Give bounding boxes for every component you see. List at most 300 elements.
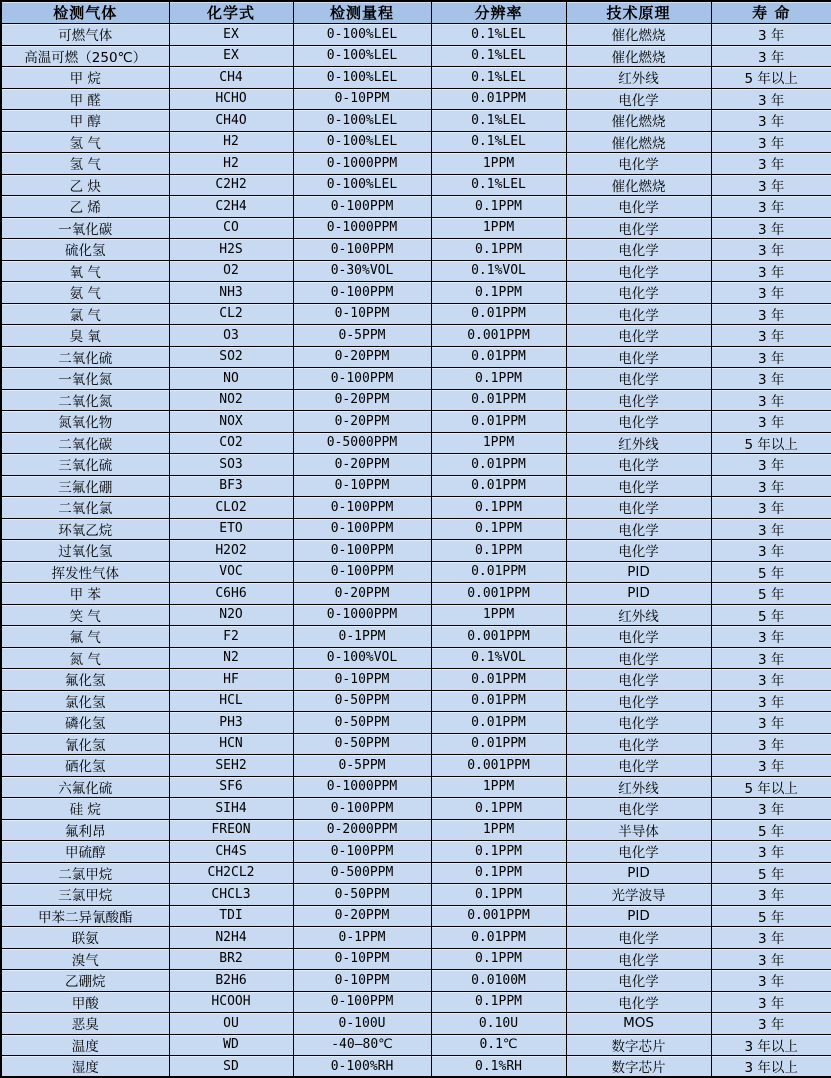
- gas-name-cell: 一氧化氮: [1, 368, 169, 390]
- principle-cell: 电化学: [566, 368, 711, 390]
- gas-name-cell: 甲硫醇: [1, 841, 169, 863]
- formula-cell: BF3: [169, 475, 293, 497]
- lifespan-cell: 3 年: [711, 1013, 831, 1035]
- gas-name-cell: 氰化氢: [1, 733, 169, 755]
- principle-cell: 电化学: [566, 325, 711, 347]
- principle-cell: 电化学: [566, 217, 711, 239]
- lifespan-cell: 3 年以上: [711, 1056, 831, 1078]
- principle-cell: 电化学: [566, 626, 711, 648]
- table-row: [1, 303, 831, 325]
- gas-name-cell: 臭 氧: [1, 325, 169, 347]
- table-row: [1, 862, 831, 884]
- principle-cell: 电化学: [566, 196, 711, 218]
- table-row: [1, 153, 831, 175]
- gas-name-cell: 硅 烷: [1, 798, 169, 820]
- resolution-cell: 0.01PPM: [431, 927, 566, 949]
- range-cell: 0-100PPM: [293, 540, 431, 562]
- principle-cell: 电化学: [566, 970, 711, 992]
- range-cell: 0-10PPM: [293, 970, 431, 992]
- table-row: [1, 884, 831, 906]
- gas-name-cell: 硒化氢: [1, 755, 169, 777]
- table-row: [1, 798, 831, 820]
- gas-name-cell: 甲 苯: [1, 583, 169, 605]
- table-header: [1, 1, 831, 24]
- principle-cell: 电化学: [566, 991, 711, 1013]
- table-row: [1, 841, 831, 863]
- lifespan-cell: 5 年: [711, 819, 831, 841]
- principle-cell: 电化学: [566, 518, 711, 540]
- range-cell: 0-100%LEL: [293, 131, 431, 153]
- principle-cell: 电化学: [566, 712, 711, 734]
- principle-cell: 电化学: [566, 153, 711, 175]
- table-row: [1, 1034, 831, 1056]
- gas-name-cell: 氧 气: [1, 260, 169, 282]
- lifespan-cell: 3 年: [711, 325, 831, 347]
- range-cell: 0-1PPM: [293, 927, 431, 949]
- gas-name-cell: 高温可燃（250℃）: [1, 45, 169, 67]
- gas-name-cell: 乙 烯: [1, 196, 169, 218]
- resolution-cell: 0.1PPM: [431, 991, 566, 1013]
- gas-name-cell: 氢 气: [1, 131, 169, 153]
- range-cell: 0-10PPM: [293, 475, 431, 497]
- formula-cell: NH3: [169, 282, 293, 304]
- table-row: [1, 67, 831, 89]
- lifespan-cell: 3 年: [711, 540, 831, 562]
- lifespan-cell: 3 年: [711, 690, 831, 712]
- table-row: [1, 669, 831, 691]
- formula-cell: SO3: [169, 454, 293, 476]
- table-row: [1, 217, 831, 239]
- resolution-cell: 0.1PPM: [431, 798, 566, 820]
- principle-cell: 数字芯片: [566, 1034, 711, 1056]
- formula-cell: NO: [169, 368, 293, 390]
- range-cell: 0-100PPM: [293, 561, 431, 583]
- range-cell: 0-10PPM: [293, 88, 431, 110]
- range-cell: 0-5PPM: [293, 755, 431, 777]
- gas-name-cell: 硫化氢: [1, 239, 169, 261]
- range-cell: 0-100%LEL: [293, 67, 431, 89]
- range-cell: 0-50PPM: [293, 733, 431, 755]
- principle-cell: 电化学: [566, 303, 711, 325]
- range-cell: 0-50PPM: [293, 712, 431, 734]
- range-cell: 0-1PPM: [293, 626, 431, 648]
- table-row: [1, 475, 831, 497]
- principle-cell: 电化学: [566, 841, 711, 863]
- gas-name-cell: 二氧化碳: [1, 432, 169, 454]
- formula-cell: EX: [169, 24, 293, 46]
- lifespan-cell: 3 年: [711, 948, 831, 970]
- formula-cell: C6H6: [169, 583, 293, 605]
- range-cell: 0-20PPM: [293, 411, 431, 433]
- lifespan-cell: 3 年: [711, 131, 831, 153]
- principle-cell: 电化学: [566, 411, 711, 433]
- principle-cell: 电化学: [566, 690, 711, 712]
- formula-cell: BR2: [169, 948, 293, 970]
- formula-cell: CH4: [169, 67, 293, 89]
- table-row: [1, 454, 831, 476]
- principle-cell: 电化学: [566, 927, 711, 949]
- gas-name-cell: 笑 气: [1, 604, 169, 626]
- lifespan-cell: 5 年: [711, 905, 831, 927]
- range-cell: 0-500PPM: [293, 862, 431, 884]
- table-row: [1, 948, 831, 970]
- table-row: [1, 389, 831, 411]
- range-cell: 0-100%LEL: [293, 45, 431, 67]
- resolution-cell: 0.001PPM: [431, 905, 566, 927]
- table-row: [1, 24, 831, 46]
- gas-name-cell: 三氟化硼: [1, 475, 169, 497]
- table-row: [1, 991, 831, 1013]
- range-cell: 0-100PPM: [293, 196, 431, 218]
- table-row: [1, 970, 831, 992]
- principle-cell: 电化学: [566, 733, 711, 755]
- principle-cell: 电化学: [566, 755, 711, 777]
- table-row: [1, 282, 831, 304]
- principle-cell: PID: [566, 583, 711, 605]
- table-row: [1, 604, 831, 626]
- lifespan-cell: 5 年: [711, 604, 831, 626]
- table-row: [1, 239, 831, 261]
- resolution-cell: 1PPM: [431, 153, 566, 175]
- resolution-cell: 0.1PPM: [431, 884, 566, 906]
- lifespan-cell: 5 年: [711, 583, 831, 605]
- gas-name-cell: 三氧化硫: [1, 454, 169, 476]
- formula-cell: HCN: [169, 733, 293, 755]
- range-cell: 0-30%VOL: [293, 260, 431, 282]
- principle-cell: 红外线: [566, 604, 711, 626]
- formula-cell: HCOOH: [169, 991, 293, 1013]
- resolution-cell: 0.01PPM: [431, 475, 566, 497]
- resolution-cell: 0.1%VOL: [431, 260, 566, 282]
- table-row: [1, 1013, 831, 1035]
- principle-cell: 光学波导: [566, 884, 711, 906]
- table-row: [1, 1056, 831, 1078]
- lifespan-cell: 5 年以上: [711, 776, 831, 798]
- resolution-cell: 0.01PPM: [431, 303, 566, 325]
- resolution-cell: 0.1%LEL: [431, 110, 566, 132]
- lifespan-cell: 3 年: [711, 647, 831, 669]
- lifespan-cell: 5 年: [711, 862, 831, 884]
- gas-name-cell: 湿度: [1, 1056, 169, 1078]
- formula-cell: N2H4: [169, 927, 293, 949]
- formula-cell: CL2: [169, 303, 293, 325]
- range-cell: 0-100PPM: [293, 239, 431, 261]
- principle-cell: 数字芯片: [566, 1056, 711, 1078]
- formula-cell: TDI: [169, 905, 293, 927]
- resolution-cell: 0.1PPM: [431, 948, 566, 970]
- lifespan-cell: 3 年: [711, 346, 831, 368]
- principle-cell: 半导体: [566, 819, 711, 841]
- formula-cell: O3: [169, 325, 293, 347]
- resolution-cell: 0.1%RH: [431, 1056, 566, 1078]
- formula-cell: HF: [169, 669, 293, 691]
- lifespan-cell: 3 年: [711, 239, 831, 261]
- lifespan-cell: 3 年: [711, 110, 831, 132]
- principle-cell: 电化学: [566, 282, 711, 304]
- lifespan-cell: 3 年: [711, 217, 831, 239]
- lifespan-cell: 5 年: [711, 561, 831, 583]
- gas-name-cell: 三氯甲烷: [1, 884, 169, 906]
- formula-cell: SIH4: [169, 798, 293, 820]
- lifespan-cell: 3 年: [711, 153, 831, 175]
- resolution-cell: 0.01PPM: [431, 690, 566, 712]
- range-cell: 0-20PPM: [293, 389, 431, 411]
- resolution-cell: 0.1PPM: [431, 196, 566, 218]
- table-body: [1, 24, 831, 1078]
- formula-cell: FREON: [169, 819, 293, 841]
- formula-cell: HCL: [169, 690, 293, 712]
- table-row: [1, 88, 831, 110]
- range-cell: 0-100PPM: [293, 368, 431, 390]
- range-cell: 0-20PPM: [293, 583, 431, 605]
- table-row: [1, 776, 831, 798]
- lifespan-cell: 3 年: [711, 669, 831, 691]
- gas-name-cell: 乙硼烷: [1, 970, 169, 992]
- principle-cell: 电化学: [566, 88, 711, 110]
- gas-name-cell: 可燃气体: [1, 24, 169, 46]
- header-row: [1, 1, 831, 24]
- resolution-cell: 0.1%LEL: [431, 24, 566, 46]
- formula-cell: O2: [169, 260, 293, 282]
- formula-cell: CLO2: [169, 497, 293, 519]
- resolution-cell: 0.10U: [431, 1013, 566, 1035]
- range-cell: -40—80℃: [293, 1034, 431, 1056]
- formula-cell: NOX: [169, 411, 293, 433]
- resolution-cell: 0.01PPM: [431, 733, 566, 755]
- formula-cell: H2S: [169, 239, 293, 261]
- principle-cell: 电化学: [566, 497, 711, 519]
- gas-name-cell: 温度: [1, 1034, 169, 1056]
- range-cell: 0-100%VOL: [293, 647, 431, 669]
- gas-name-cell: 甲苯二异氰酸酯: [1, 905, 169, 927]
- lifespan-cell: 3 年: [711, 841, 831, 863]
- principle-cell: 电化学: [566, 454, 711, 476]
- resolution-cell: 0.1PPM: [431, 239, 566, 261]
- lifespan-cell: 3 年: [711, 282, 831, 304]
- principle-cell: 电化学: [566, 540, 711, 562]
- column-header-3: 分辨率: [431, 1, 566, 24]
- gas-name-cell: 甲酸: [1, 991, 169, 1013]
- resolution-cell: 0.1PPM: [431, 497, 566, 519]
- gas-name-cell: 氮 气: [1, 647, 169, 669]
- principle-cell: 催化燃烧: [566, 110, 711, 132]
- resolution-cell: 0.1PPM: [431, 368, 566, 390]
- resolution-cell: 0.1%LEL: [431, 131, 566, 153]
- range-cell: 0-10PPM: [293, 669, 431, 691]
- column-header-2: 检测量程: [293, 1, 431, 24]
- range-cell: 0-20PPM: [293, 346, 431, 368]
- gas-name-cell: 恶臭: [1, 1013, 169, 1035]
- lifespan-cell: 3 年: [711, 303, 831, 325]
- formula-cell: N2O: [169, 604, 293, 626]
- gas-name-cell: 氢 气: [1, 153, 169, 175]
- gas-name-cell: 六氟化硫: [1, 776, 169, 798]
- range-cell: 0-100PPM: [293, 497, 431, 519]
- principle-cell: 电化学: [566, 948, 711, 970]
- resolution-cell: 0.1%LEL: [431, 67, 566, 89]
- resolution-cell: 0.01PPM: [431, 454, 566, 476]
- principle-cell: 电化学: [566, 260, 711, 282]
- resolution-cell: 0.01PPM: [431, 88, 566, 110]
- principle-cell: PID: [566, 905, 711, 927]
- range-cell: 0-20PPM: [293, 454, 431, 476]
- lifespan-cell: 3 年: [711, 174, 831, 196]
- range-cell: 0-5PPM: [293, 325, 431, 347]
- range-cell: 0-1000PPM: [293, 153, 431, 175]
- lifespan-cell: 3 年: [711, 454, 831, 476]
- table-row: [1, 346, 831, 368]
- gas-name-cell: 过氧化氢: [1, 540, 169, 562]
- table-row: [1, 432, 831, 454]
- range-cell: 0-100PPM: [293, 518, 431, 540]
- principle-cell: 电化学: [566, 647, 711, 669]
- formula-cell: CHCL3: [169, 884, 293, 906]
- resolution-cell: 1PPM: [431, 217, 566, 239]
- lifespan-cell: 3 年: [711, 626, 831, 648]
- formula-cell: SO2: [169, 346, 293, 368]
- table-row: [1, 411, 831, 433]
- resolution-cell: 0.0100M: [431, 970, 566, 992]
- lifespan-cell: 3 年: [711, 970, 831, 992]
- resolution-cell: 0.1PPM: [431, 282, 566, 304]
- formula-cell: CO: [169, 217, 293, 239]
- formula-cell: H2: [169, 131, 293, 153]
- resolution-cell: 0.1%VOL: [431, 647, 566, 669]
- principle-cell: 电化学: [566, 346, 711, 368]
- column-header-4: 技术原理: [566, 1, 711, 24]
- principle-cell: 红外线: [566, 67, 711, 89]
- range-cell: 0-100PPM: [293, 282, 431, 304]
- range-cell: 0-100PPM: [293, 798, 431, 820]
- table-row: [1, 45, 831, 67]
- lifespan-cell: 3 年: [711, 24, 831, 46]
- range-cell: 0-100%LEL: [293, 24, 431, 46]
- lifespan-cell: 3 年: [711, 755, 831, 777]
- formula-cell: OU: [169, 1013, 293, 1035]
- formula-cell: F2: [169, 626, 293, 648]
- column-header-5: 寿 命: [711, 1, 831, 24]
- lifespan-cell: 3 年: [711, 798, 831, 820]
- resolution-cell: 0.01PPM: [431, 389, 566, 411]
- range-cell: 0-100%RH: [293, 1056, 431, 1078]
- range-cell: 0-1000PPM: [293, 217, 431, 239]
- resolution-cell: 0.1℃: [431, 1034, 566, 1056]
- formula-cell: H2O2: [169, 540, 293, 562]
- table-row: [1, 260, 831, 282]
- formula-cell: NO2: [169, 389, 293, 411]
- gas-name-cell: 溴气: [1, 948, 169, 970]
- lifespan-cell: 3 年: [711, 712, 831, 734]
- principle-cell: 催化燃烧: [566, 24, 711, 46]
- gas-name-cell: 氮氧化物: [1, 411, 169, 433]
- formula-cell: B2H6: [169, 970, 293, 992]
- lifespan-cell: 3 年: [711, 368, 831, 390]
- principle-cell: 催化燃烧: [566, 131, 711, 153]
- formula-cell: WD: [169, 1034, 293, 1056]
- principle-cell: MOS: [566, 1013, 711, 1035]
- resolution-cell: 0.1PPM: [431, 862, 566, 884]
- range-cell: 0-10PPM: [293, 303, 431, 325]
- gas-name-cell: 氟化氢: [1, 669, 169, 691]
- lifespan-cell: 3 年: [711, 88, 831, 110]
- resolution-cell: 1PPM: [431, 819, 566, 841]
- gas-name-cell: 氯 气: [1, 303, 169, 325]
- gas-name-cell: 甲 烷: [1, 67, 169, 89]
- formula-cell: ETO: [169, 518, 293, 540]
- lifespan-cell: 3 年: [711, 196, 831, 218]
- formula-cell: SEH2: [169, 755, 293, 777]
- formula-cell: VOC: [169, 561, 293, 583]
- formula-cell: CH2CL2: [169, 862, 293, 884]
- formula-cell: HCHO: [169, 88, 293, 110]
- formula-cell: SD: [169, 1056, 293, 1078]
- principle-cell: 电化学: [566, 475, 711, 497]
- principle-cell: 电化学: [566, 239, 711, 261]
- lifespan-cell: 3 年: [711, 991, 831, 1013]
- table-row: [1, 131, 831, 153]
- table-row: [1, 583, 831, 605]
- column-header-1: 化学式: [169, 1, 293, 24]
- principle-cell: 电化学: [566, 669, 711, 691]
- resolution-cell: 0.01PPM: [431, 411, 566, 433]
- resolution-cell: 0.1PPM: [431, 540, 566, 562]
- range-cell: 0-50PPM: [293, 690, 431, 712]
- formula-cell: N2: [169, 647, 293, 669]
- resolution-cell: 1PPM: [431, 432, 566, 454]
- resolution-cell: 1PPM: [431, 604, 566, 626]
- table-row: [1, 518, 831, 540]
- gas-name-cell: 二氧化氯: [1, 497, 169, 519]
- table-row: [1, 733, 831, 755]
- gas-name-cell: 挥发性气体: [1, 561, 169, 583]
- gas-name-cell: 甲 醇: [1, 110, 169, 132]
- principle-cell: PID: [566, 862, 711, 884]
- table-row: [1, 110, 831, 132]
- lifespan-cell: 3 年: [711, 733, 831, 755]
- formula-cell: CH4O: [169, 110, 293, 132]
- table-row: [1, 712, 831, 734]
- gas-name-cell: 氟利昂: [1, 819, 169, 841]
- lifespan-cell: 3 年: [711, 260, 831, 282]
- table-row: [1, 690, 831, 712]
- formula-cell: EX: [169, 45, 293, 67]
- resolution-cell: 0.1%LEL: [431, 174, 566, 196]
- table-row: [1, 196, 831, 218]
- table-row: [1, 325, 831, 347]
- principle-cell: 红外线: [566, 432, 711, 454]
- gas-name-cell: 氟 气: [1, 626, 169, 648]
- gas-name-cell: 二氧化硫: [1, 346, 169, 368]
- table-row: [1, 626, 831, 648]
- formula-cell: C2H2: [169, 174, 293, 196]
- resolution-cell: 0.001PPM: [431, 755, 566, 777]
- table-row: [1, 819, 831, 841]
- gas-name-cell: 二氧化氮: [1, 389, 169, 411]
- gas-name-cell: 甲 醛: [1, 88, 169, 110]
- lifespan-cell: 3 年: [711, 927, 831, 949]
- range-cell: 0-100U: [293, 1013, 431, 1035]
- range-cell: 0-50PPM: [293, 884, 431, 906]
- column-header-0: 检测气体: [1, 1, 169, 24]
- table-row: [1, 561, 831, 583]
- resolution-cell: 0.01PPM: [431, 561, 566, 583]
- table-row: [1, 174, 831, 196]
- gas-name-cell: 联氨: [1, 927, 169, 949]
- table-row: [1, 755, 831, 777]
- gas-name-cell: 二氯甲烷: [1, 862, 169, 884]
- lifespan-cell: 5 年以上: [711, 67, 831, 89]
- range-cell: 0-20PPM: [293, 905, 431, 927]
